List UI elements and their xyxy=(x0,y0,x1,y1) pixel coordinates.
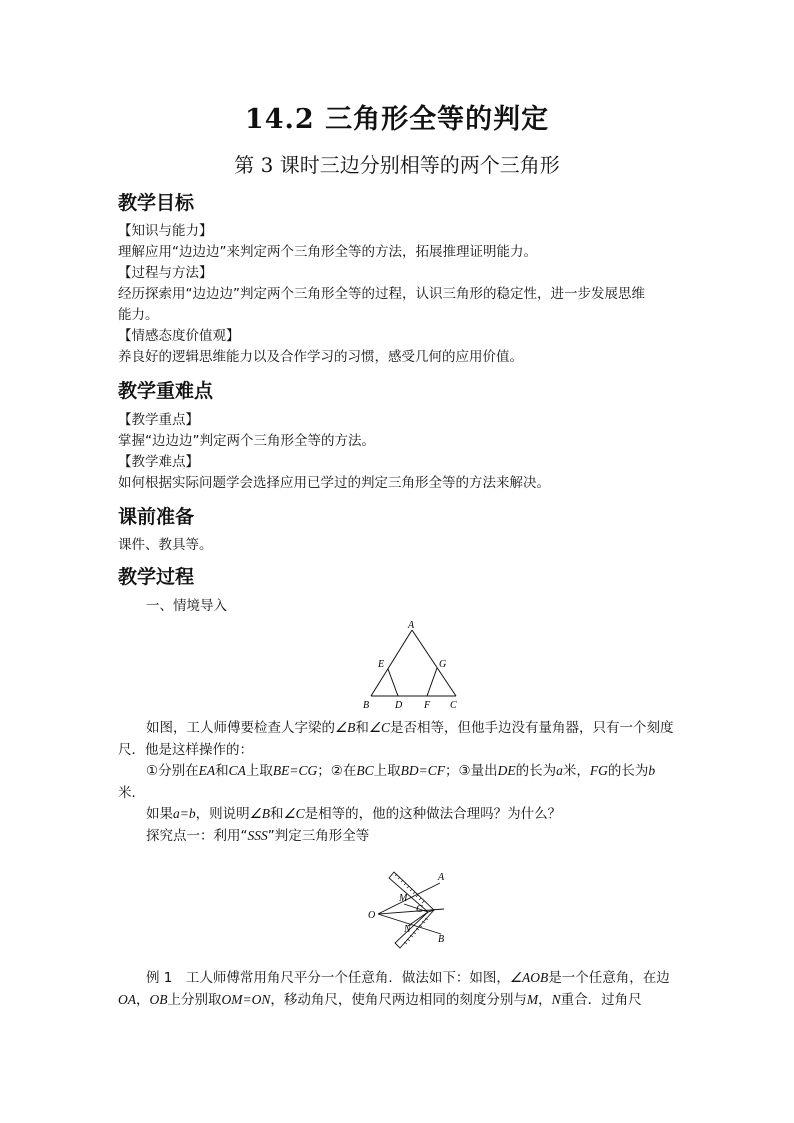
text-emotion: 养良好的逻辑思维能力以及合作学习的习惯，感受几何的应用价值。 xyxy=(118,349,523,365)
paragraph-question: 如果a=b，则说明∠B和∠C是相等的，他的这种做法合理吗？为什么？ xyxy=(146,806,562,822)
fig1-label-A: A xyxy=(408,620,415,631)
fig1-label-D: D xyxy=(395,700,403,710)
label-emotion: 【情感态度价值观】 xyxy=(118,328,240,344)
fig1-label-G: G xyxy=(439,659,447,670)
heading-teaching-process: 教学过程 xyxy=(118,566,195,588)
label-intro: 一、情境导入 xyxy=(146,598,227,614)
fig1-label-C: C xyxy=(450,700,457,710)
label-process: 【过程与方法】 xyxy=(118,265,213,281)
label-difficult: 【教学难点】 xyxy=(118,454,199,470)
text-process-1: 经历探索用“边边边”判定两个三角形全等的过程，认识三角形的稳定性，进一步发展思维 xyxy=(118,286,645,302)
text-process-2: 能力。 xyxy=(118,307,159,323)
text-preparation: 课件、教具等。 xyxy=(118,537,213,553)
fig2-label-O: O xyxy=(368,910,376,921)
text-difficult: 如何根据实际问题学会选择应用已学过的判定三角形全等的方法来解决。 xyxy=(118,475,550,491)
fig2-label-N: N xyxy=(404,924,411,935)
fig1-label-F: F xyxy=(424,700,431,710)
fig1-label-E: E xyxy=(378,659,385,670)
fig2-label-B: B xyxy=(438,934,445,945)
fig2-label-M: M xyxy=(399,893,408,904)
page-subtitle: 第 3 课时三边分别相等的两个三角形 xyxy=(234,153,560,177)
fig2-label-C: C xyxy=(416,904,423,915)
heading-preparation: 课前准备 xyxy=(118,506,195,528)
paragraph-truss-intro: 如图，工人师傅要检查人字梁的∠B和∠C是否相等，但他手边没有量角器，只有一个刻度尺．他是这样操作的： xyxy=(118,720,674,758)
label-knowledge: 【知识与能力】 xyxy=(118,223,213,239)
text-knowledge: 理解应用“边边边”来判定两个三角形全等的方法，拓展推理证明能力。 xyxy=(118,244,537,260)
heading-teaching-goals: 教学目标 xyxy=(118,192,195,214)
fig1-label-B: B xyxy=(363,700,370,710)
heading-key-points: 教学重难点 xyxy=(118,380,214,402)
fig2-label-A: A xyxy=(438,872,445,883)
paragraph-example-1: 例 1 工人师傅常用角尺平分一个任意角．做法如下：如图，∠AOB是一个任意角，在边OA，OB上分别取OM=ON，移动角尺，使角尺两边相同的刻度分别与M，N重合．过角尺 xyxy=(118,970,670,1008)
figure-angle-square xyxy=(364,866,464,950)
page-title: 14.2 三角形全等的判定 xyxy=(244,104,550,135)
paragraph-steps: ①分别在EA和CA上取BE=CG；②在BC上取BD=CF；③量出DE的长为a米，FG的长为b米． xyxy=(118,763,656,801)
paragraph-explore-point: 探究点一：利用“SSS”判定三角形全等 xyxy=(146,828,370,844)
figure-truss xyxy=(360,618,470,710)
label-key: 【教学重点】 xyxy=(118,412,199,428)
text-key: 掌握“边边边”判定两个三角形全等的方法。 xyxy=(118,433,375,449)
